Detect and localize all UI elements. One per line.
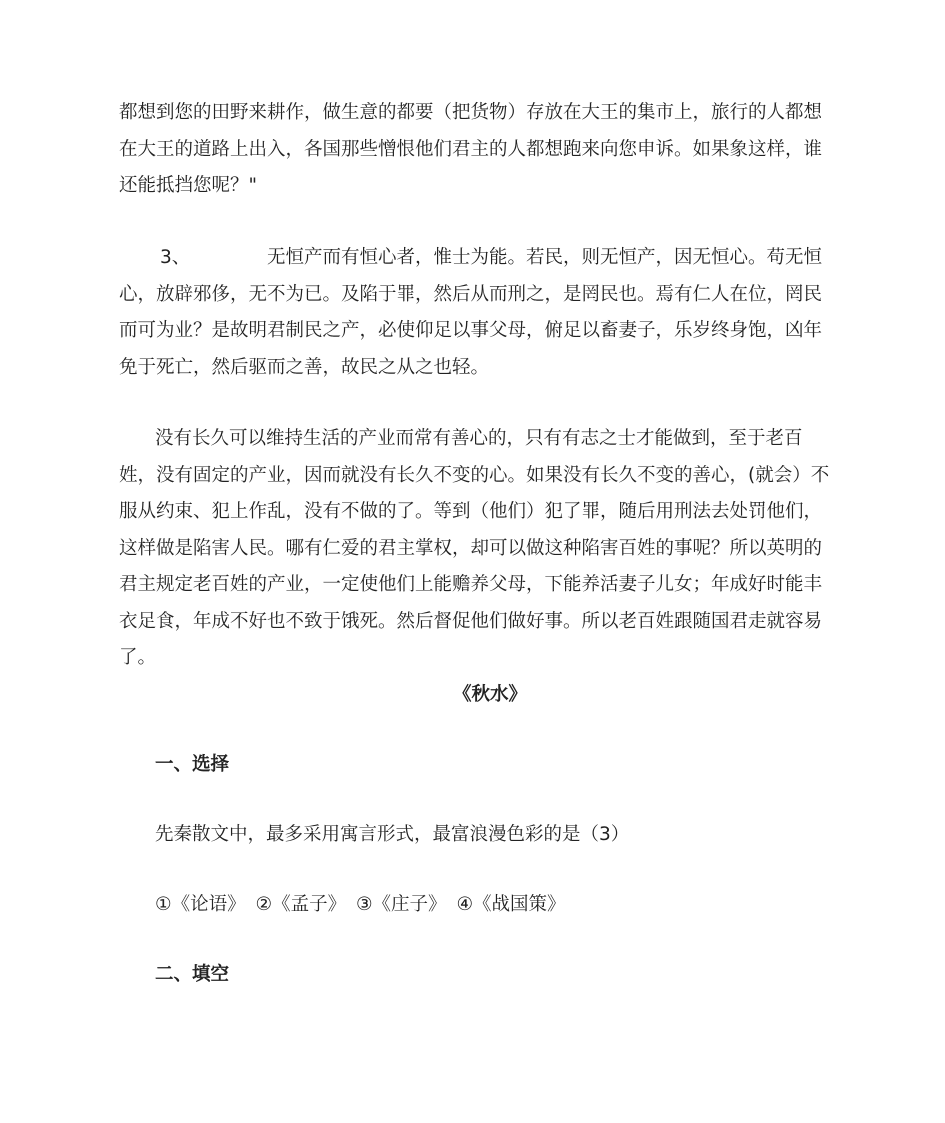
section-one-heading: 一、选择 [155, 754, 230, 775]
option-1: ①《论语》 [155, 894, 246, 915]
answer-options [155, 887, 570, 923]
section-3-number: 3、 [160, 247, 191, 268]
section-3-translation: 没有长久可以维持生活的产业而常有善心的，只有有志之士才能做到，至于老百姓，没有固定的产业，因而就没有长久不变的心。如果没有长久不变的善心，(就会）不服从约束、犯上作乱，没有不做的了。等到（他们）犯了罪，随后用刑法去处罚他们，这样做是陷害人民。哪有仁爱的君主掌权，却可以做这种陷害百姓的事呢？所以英明的君主规定老百姓的产业，一定使他们上能赡养父母，下能养活妻子儿女；年成好时能丰衣足食，年成不好也不致于饿死。然后督促他们做好事。所以老百姓跟随国君走就容易了。 [119, 428, 830, 668]
multiple-choice-question: 先秦散文中，最多采用寓言形式，最富浪漫色彩的是（3） [155, 824, 630, 845]
section-3-classical-text: 无恒产而有恒心者，惟士为能。若民，则无恒产，因无恒心。苟无恒心，放辟邪侈，无不为已。及陷于罪，然后从而刑之，是罔民也。焉有仁人在位，罔民而可为业？是故明君制民之产，必使仰足以事父母，俯足以畜妻子，乐岁终身饱，凶年免于死亡，然后驱而之善，故民之从之也轻。 [119, 247, 823, 378]
paragraph-translation-continued: 都想到您的田野来耕作，做生意的都要（把货物）存放在大王的集市上，旅行的人都想在大王的道路上出入，各国那些憎恨他们君主的人都想跑来向您申诉。如果象这样，谁还能抵挡您呢？" [119, 102, 823, 196]
option-2: ②《孟子》 [255, 894, 347, 915]
section-two-heading: 二、填空 [155, 964, 230, 985]
option-4: ④《战国策》 [456, 894, 566, 915]
chapter-title: 《秋水》 [452, 684, 527, 705]
option-3: ③《庄子》 [355, 894, 447, 915]
